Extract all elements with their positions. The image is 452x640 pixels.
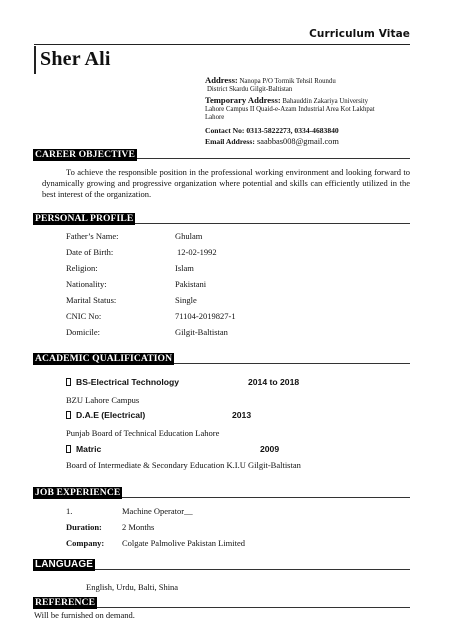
academic-qualification-heading: ACADEMIC QUALIFICATION	[35, 353, 173, 364]
profile-label: Nationality:	[66, 279, 107, 289]
temporary-address-line-1: Bahauddin Zakariya University	[282, 98, 369, 105]
profile-label: Date of Birth:	[66, 247, 114, 257]
temporary-address-line-3: Lahore	[205, 114, 225, 121]
job-number: 1.	[66, 506, 73, 516]
profile-value: Pakistani	[175, 279, 207, 289]
contact-value: 0313-5822273, 0334-4683840	[246, 126, 339, 135]
profile-value: 12-02-1992	[177, 247, 217, 257]
duration-label: Duration:	[66, 522, 102, 532]
email-label: Email Address:	[205, 137, 255, 146]
contact-number	[205, 126, 339, 135]
institution: BZU Lahore Campus	[66, 395, 140, 405]
profile-value: Single	[175, 295, 197, 305]
contact-label: Contact No:	[205, 126, 245, 135]
profile-value: Islam	[175, 263, 194, 273]
degree-title: Matric	[66, 444, 101, 454]
career-objective-text: To achieve the responsible position in the professional working environment and looking forward to dynamically growing and progressive organization where potential and skills can efficiently utilized in the best interest of the organization.	[42, 167, 410, 200]
bullet-box-icon	[66, 378, 71, 386]
temporary-address-label: Temporary Address:	[205, 95, 281, 105]
temporary-address	[205, 96, 420, 122]
profile-label: Religion:	[66, 263, 98, 273]
languages-list: English, Urdu, Balti, Shina	[86, 582, 179, 592]
job-position: Machine Operator__	[122, 506, 193, 516]
header-divider	[34, 44, 410, 45]
address-line-2: District Skardu Gilgit-Baltistan	[207, 86, 293, 93]
duration-value: 2 Months	[122, 522, 155, 532]
company-value: Colgate Palmolive Pakistan Limited	[122, 538, 245, 548]
career-objective-heading: CAREER OBJECTIVE	[35, 149, 135, 160]
job-experience-heading: JOB EXPERIENCE	[35, 487, 121, 498]
degree-years: 2014 to 2018	[248, 377, 300, 387]
reference-text: Will be furnished on demand.	[34, 610, 135, 620]
name-accent-bar	[34, 46, 36, 74]
profile-value: 71104-2019827-1	[175, 311, 236, 321]
reference-heading: REFERENCE	[35, 597, 96, 608]
degree-title: BS-Electrical Technology	[66, 377, 179, 387]
address-label: Address:	[205, 75, 238, 85]
email-address	[205, 137, 339, 146]
address-line-1: Nanopa P/O Tormik Tehsil Roundu	[239, 78, 336, 85]
institution: Board of Intermediate & Secondary Education K.I.U Gilgit-Baltistan	[66, 460, 301, 470]
profile-label: Father’s Name:	[66, 231, 119, 241]
email-value[interactable]: saabbas008@gmail.com	[256, 137, 339, 146]
profile-value: Gilgit-Baltistan	[175, 327, 228, 337]
candidate-name: Sher Ali	[40, 48, 111, 70]
personal-profile-heading: PERSONAL PROFILE	[35, 213, 134, 224]
profile-label: CNIC No:	[66, 311, 102, 321]
degree-years: 2009	[260, 444, 280, 454]
company-label: Company:	[66, 538, 105, 548]
institution: Punjab Board of Technical Education Lahore	[66, 428, 220, 438]
language-heading: LANGUAGE	[35, 559, 94, 570]
bullet-box-icon	[66, 445, 71, 453]
bullet-box-icon	[66, 411, 71, 419]
profile-value: Ghulam	[175, 231, 203, 241]
document-title: Curriculum Vitae	[309, 28, 410, 40]
degree-years: 2013	[232, 410, 252, 420]
temporary-address-line-2: Lahore Campus II Quaid-e-Azam Industrial Area Kot Lakhpat	[205, 106, 375, 113]
profile-label: Domicile:	[66, 327, 100, 337]
degree-title: D.A.E (Electrical)	[66, 410, 145, 420]
permanent-address	[205, 76, 420, 94]
profile-label: Marital Status:	[66, 295, 117, 305]
